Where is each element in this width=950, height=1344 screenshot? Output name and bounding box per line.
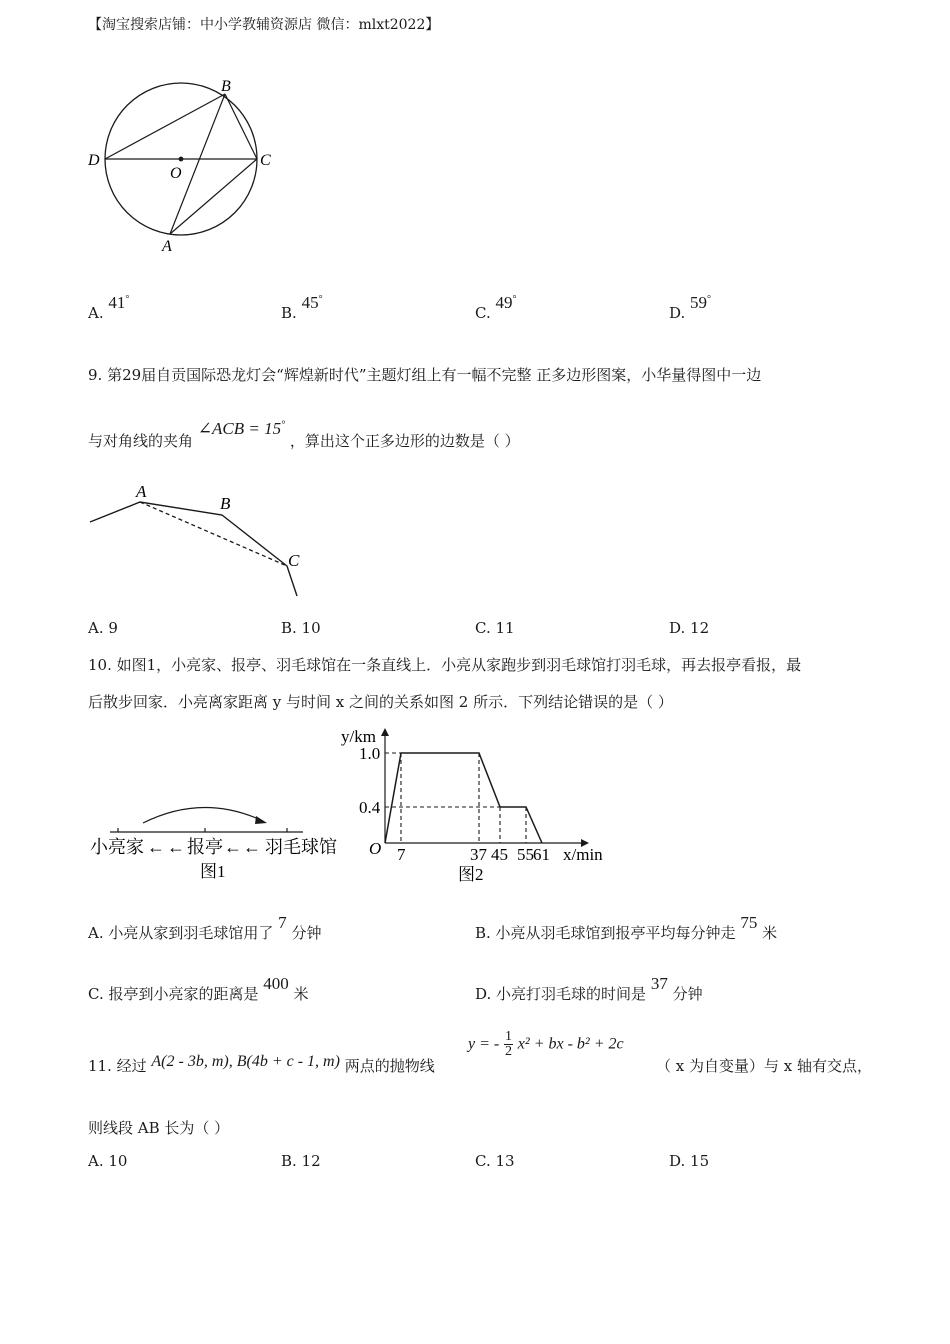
q11-option-a[interactable]: A. 10	[88, 1152, 128, 1170]
label-o: O	[170, 165, 182, 182]
poly-label-a: A	[136, 482, 147, 501]
q10-line2: 后散步回家．小亮离家距离 y 与时间 x 之间的关系如图 2 所示．下列结论错误的是（ ）	[88, 693, 673, 711]
label-gym: 羽毛球馆	[265, 837, 337, 857]
label-d: D	[88, 152, 100, 169]
arc-arrowhead	[255, 816, 267, 824]
chord-ba	[170, 94, 225, 234]
q8-option-c[interactable]: C. 49°	[475, 293, 517, 322]
circle-figure	[80, 72, 290, 257]
x-tick-label-7: 7	[397, 845, 406, 864]
arrow-left-1: ←	[147, 837, 165, 857]
poly-label-b: B	[220, 494, 231, 513]
q9-option-c[interactable]: C. 11	[475, 619, 515, 637]
q9-formula: ∠ACB = 15°	[197, 419, 286, 438]
arrow-left-2: ←	[224, 837, 242, 857]
figure-1-route	[85, 795, 355, 885]
q11-points: A(2 - 3b, m), B(4b + c - 1, m)	[151, 1053, 340, 1070]
x-tick-label-45: 45	[491, 845, 508, 864]
q8-option-b[interactable]: B. 45°	[281, 293, 323, 322]
q9-option-b[interactable]: B. 10	[281, 619, 321, 637]
x-tick-label-55: 55	[517, 845, 534, 864]
q11-line1-end: （ x 为自变量）与 x 轴有交点，	[656, 1057, 872, 1075]
q10-option-d[interactable]: D. 小亮打羽毛球的时间是 37 分钟	[475, 974, 703, 1003]
polygon-edges	[90, 502, 297, 596]
q9-option-a[interactable]: A. 9	[88, 619, 118, 637]
q9-line2: 与对角线的夹角 ∠ACB = 15° ，算出这个正多边形的边数是（ ）	[88, 419, 520, 450]
poly-label-c: C	[288, 551, 300, 570]
chord-ac	[170, 159, 257, 234]
fig2-caption: 图2	[458, 865, 484, 884]
arrow-left-2b: ←	[243, 837, 261, 857]
q11-line1: 11. 经过 A(2 - 3b, m), B(4b + c - 1, m) 两点的抛物线	[88, 1053, 435, 1075]
q8-option-a[interactable]: A. 41°	[88, 293, 130, 322]
q10-option-b[interactable]: B. 小亮从羽毛球馆到报亭平均每分钟走 75 米	[475, 913, 778, 942]
q10-option-a[interactable]: A. 小亮从家到羽毛球馆用了 7 分钟	[88, 913, 322, 942]
x-axis-label: x/min	[563, 845, 603, 864]
y-tick-label-1: 1.0	[359, 744, 381, 763]
label-kiosk: 报亭	[187, 837, 223, 857]
y-tick-label-0.4: 0.4	[359, 798, 381, 817]
polygon-figure	[80, 478, 320, 603]
diagonal-ac	[140, 502, 287, 566]
y-axis-label: y/km	[341, 727, 376, 746]
x-tick-label-61: 61	[533, 845, 550, 864]
figure-2-chart	[335, 722, 620, 887]
x-tick-label-37: 37	[470, 845, 487, 864]
chord-bd	[105, 94, 225, 159]
q11-option-c[interactable]: C. 13	[475, 1152, 515, 1170]
q11-option-b[interactable]: B. 12	[281, 1152, 321, 1170]
origin-label: O	[369, 839, 382, 858]
q8-option-d[interactable]: D. 59°	[669, 293, 712, 322]
q11-option-d[interactable]: D. 15	[669, 1152, 710, 1170]
label-home: 小亮家	[90, 837, 144, 857]
q9-option-d[interactable]: D. 12	[669, 619, 710, 637]
q11-equation: y = - $\frac{1}{2}$ x² + bx - b² + 2c	[468, 1029, 624, 1059]
fig1-caption: 图1	[200, 862, 226, 881]
chord-bc	[225, 94, 257, 159]
q9-line1: 9. 第29届自贡国际恐龙灯会“辉煌新时代”主题灯组上有一幅不完整 正多边形图案，小华量得图中一边	[88, 366, 762, 384]
series-line	[385, 753, 542, 843]
header-banner: 【淘宝搜索店铺：中小学教辅资源店 微信：mlxt2022】	[88, 17, 440, 33]
arrow-left-1b: ←	[167, 837, 185, 857]
q10-option-c[interactable]: C. 报亭到小亮家的距离是 400 米	[88, 974, 309, 1003]
q10-line1: 10. 如图1，小亮家、报亭、羽毛球馆在一条直线上．小亮从家跑步到羽毛球馆打羽毛球，再去报亭看报，最	[88, 656, 802, 674]
label-a: A	[162, 238, 172, 255]
center-point	[179, 157, 184, 162]
q11-line2: 则线段 AB 长为（ ）	[88, 1119, 230, 1137]
y-axis-arrow	[381, 728, 389, 736]
label-b: B	[221, 78, 231, 95]
arc-arrow	[143, 807, 263, 823]
label-c: C	[260, 152, 271, 169]
